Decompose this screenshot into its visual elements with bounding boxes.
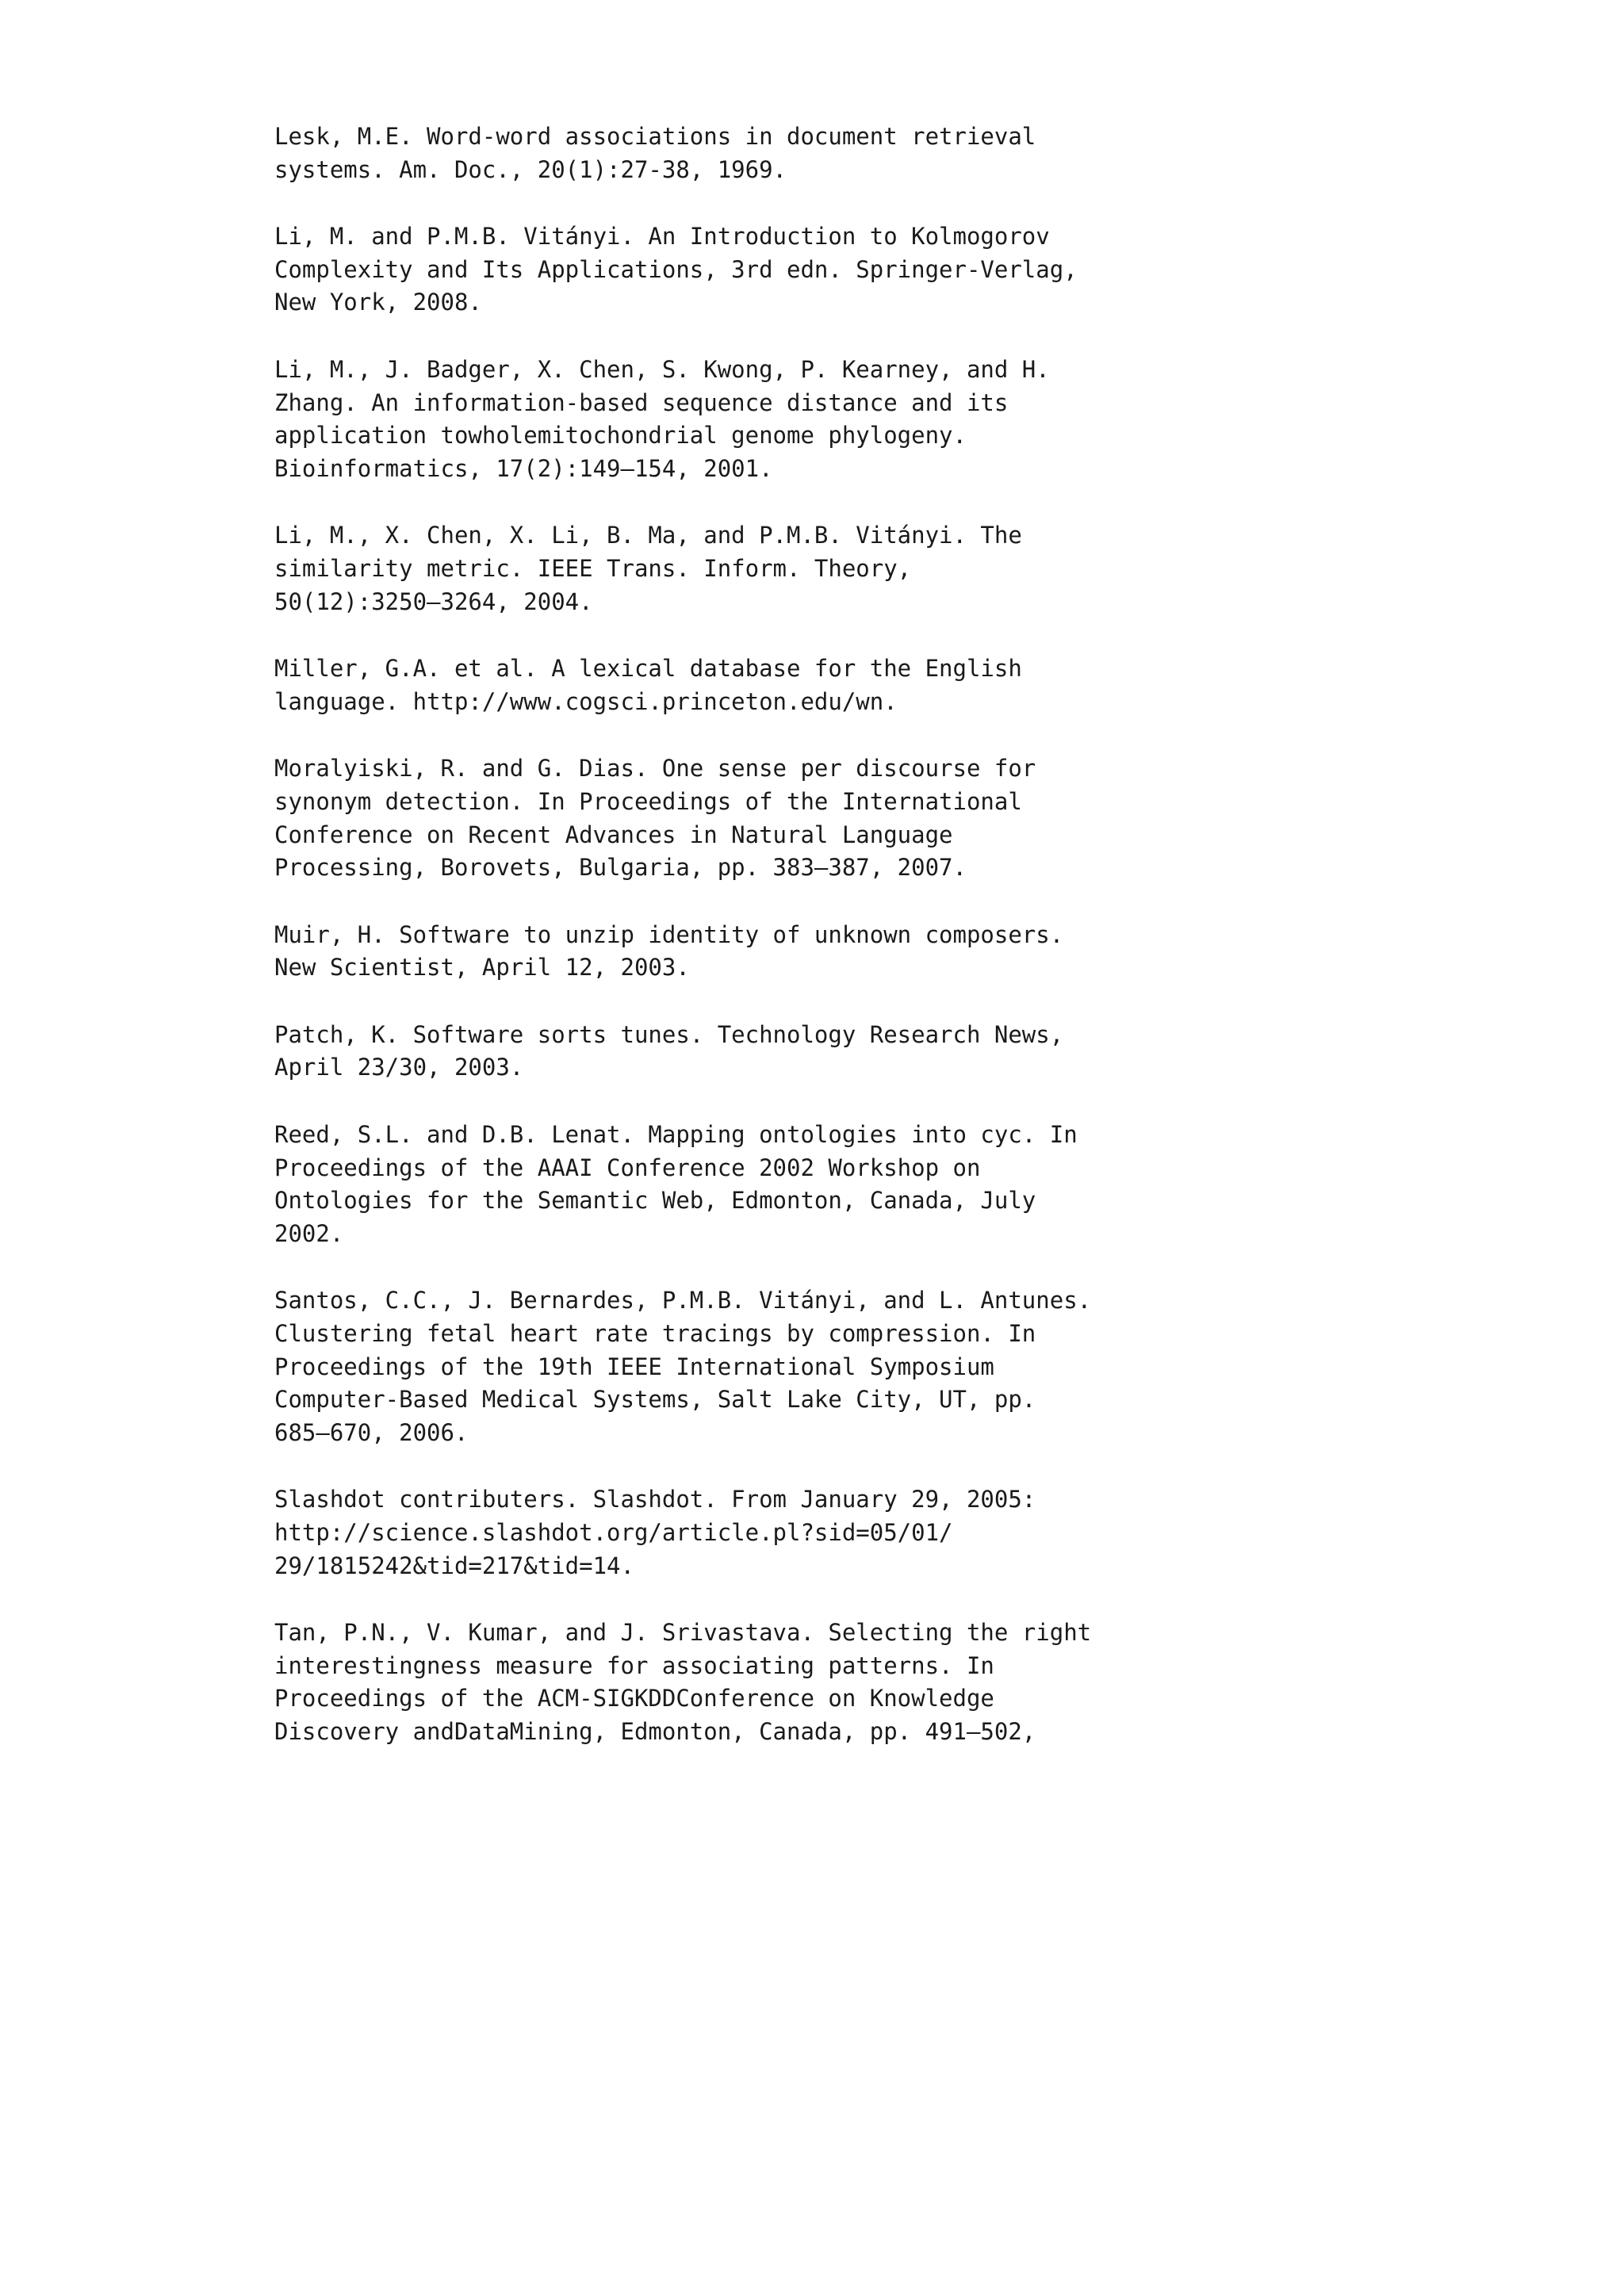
reference-line: Proceedings of the AAAI Conference 2002 Workshop on <box>274 1154 981 1181</box>
reference-line: synonym detection. In Proceedings of the International <box>274 787 1022 815</box>
reference-line: 50(12):3250–3264, 2004. <box>274 587 593 615</box>
reference-line: New York, 2008. <box>274 289 482 316</box>
reference-line: 29/1815242&tid=217&tid=14. <box>274 1552 634 1579</box>
reference-entry <box>274 752 1511 884</box>
reference-line: http://science.slashdot.org/article.pl?sid=05/01/ <box>274 1519 953 1546</box>
reference-line: 685–670, 2006. <box>274 1418 469 1446</box>
reference-line: language. http://www.cogsci.princeton.edu/wn. <box>274 687 898 715</box>
reference-line: Conference on Recent Advances in Natural Language <box>274 821 953 848</box>
reference-line: New Scientist, April 12, 2003. <box>274 954 690 982</box>
reference-line: Moralyiski, R. and G. Dias. One sense per discourse for <box>274 755 1036 783</box>
reference-entry <box>274 919 1511 985</box>
reference-line: Miller, G.A. et al. A lexical database for the English <box>274 655 1022 683</box>
reference-line: systems. Am. Doc., 20(1):27-38, 1969. <box>274 155 787 183</box>
reference-line: Muir, H. Software to unzip identity of unknown composers. <box>274 920 1064 948</box>
reference-line: April 23/30, 2003. <box>274 1054 524 1081</box>
reference-line: Proceedings of the ACM-SIGKDDConference on Knowledge <box>274 1685 994 1712</box>
reference-entry <box>274 1119 1511 1250</box>
reference-line: Santos, C.C., J. Bernardes, P.M.B. Vitányi, and L. Antunes. <box>274 1287 1092 1314</box>
reference-list <box>274 121 1511 1783</box>
reference-line: application towholemitochondrial genome phylogeny. <box>274 422 967 450</box>
reference-line: Tan, P.N., V. Kumar, and J. Srivastava. Selecting the right <box>274 1619 1092 1647</box>
reference-entry <box>274 1019 1511 1085</box>
reference-entry <box>274 354 1511 485</box>
reference-line: Li, M., X. Chen, X. Li, B. Ma, and P.M.B. Vitányi. The <box>274 522 1022 549</box>
reference-line: Bioinformatics, 17(2):149–154, 2001. <box>274 454 773 482</box>
reference-entry <box>274 121 1511 186</box>
reference-line: Computer-Based Medical Systems, Salt Lake City, UT, pp. <box>274 1386 1036 1414</box>
reference-entry <box>274 1483 1511 1582</box>
reference-line: Li, M., J. Badger, X. Chen, S. Kwong, P. Kearney, and H. <box>274 355 1050 383</box>
reference-line: Proceedings of the 19th IEEE International Symposium <box>274 1353 994 1380</box>
reference-line: similarity metric. IEEE Trans. Inform. Theory, <box>274 554 912 582</box>
reference-entry <box>274 519 1511 618</box>
reference-line: interestingness measure for associating patterns. In <box>274 1651 994 1679</box>
reference-line: 2002. <box>274 1219 344 1247</box>
reference-entry <box>274 220 1511 320</box>
reference-entry <box>274 1617 1511 1748</box>
reference-line: Slashdot contributers. Slashdot. From January 29, 2005: <box>274 1486 1036 1513</box>
reference-entry <box>274 1284 1511 1449</box>
reference-line: Discovery andDataMining, Edmonton, Canada, pp. 491–502, <box>274 1717 1036 1745</box>
reference-line: Complexity and Its Applications, 3rd edn. Springer-Verlag, <box>274 255 1078 283</box>
reference-line: Clustering fetal heart rate tracings by compression. In <box>274 1320 1036 1348</box>
reference-entry <box>274 652 1511 718</box>
reference-line: Patch, K. Software sorts tunes. Technology Research News, <box>274 1020 1064 1048</box>
reference-line: Reed, S.L. and D.B. Lenat. Mapping ontologies into cyc. In <box>274 1121 1078 1149</box>
reference-line: Lesk, M.E. Word-word associations in document retrieval <box>274 123 1036 150</box>
reference-line: Processing, Borovets, Bulgaria, pp. 383–387, 2007. <box>274 854 967 882</box>
reference-line: Ontologies for the Semantic Web, Edmonton, Canada, July <box>274 1187 1036 1215</box>
reference-line: Zhang. An information-based sequence distance and its <box>274 388 1009 416</box>
reference-line: Li, M. and P.M.B. Vitányi. An Introduction to Kolmogorov <box>274 223 1050 251</box>
